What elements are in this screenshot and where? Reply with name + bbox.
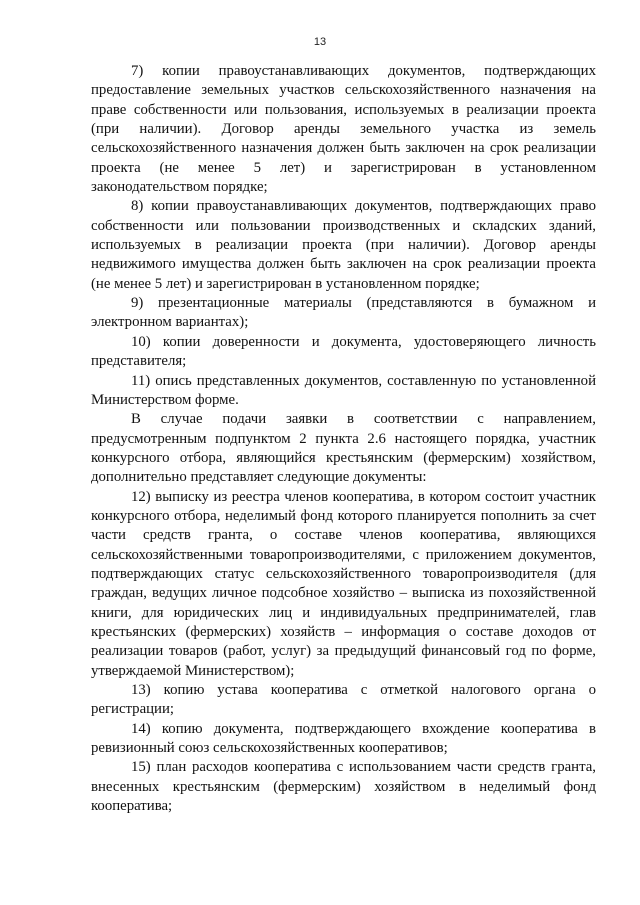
paragraph-item-15: 15) план расходов кооператива с использованием части средств гранта, внесенных крестьянским (фермерским) хозяйством в неделимый фонд кооператива; xyxy=(91,759,596,815)
paragraph-item-12: 12) выписку из реестра членов кооператива, в котором состоит участник конкурсного отбора, неделимый фонд которого планируется пополнить за счет части средств гранта, о составе членов кооператива, являющихся сельскохозяйственными товаропроизводителями, с приложением документов, подтверждающих статус сельскохозяйственного товаропроизводителя (для граждан, ведущих личное подсобное хозяйство – выписка из похозяйственной книги, для юридических лиц и индивидуальных предпринимателей, глав крестьянских (фермерских) хозяйств – информация о составе доходов от реализации товаров (работ, услуг) за предыдущий финансовый год по форме, утверждаемой Министерством); xyxy=(91,488,596,679)
paragraph-item-8: 8) копии правоустанавливающих документов, подтверждающих право собственности или пользовании производственных и складских зданий, используемых в реализации проекта (при наличии). Договор аренды недвижимого имущества должен быть заключен на срок реализации проекта (не менее 5 лет) и зарегистрирован в установленном порядке; xyxy=(91,198,596,292)
page-number: 13 xyxy=(313,36,327,48)
paragraph-item-11: 11) опись представленных документов, составленную по установленной Министерством форме. xyxy=(91,372,596,408)
paragraph-item-13: 13) копию устава кооператива с отметкой налогового органа о регистрации; xyxy=(91,682,596,718)
paragraph-item-7: 7) копии правоустанавливающих документов, подтверждающих предоставление земельных участков сельскохозяйственного назначения на праве собственности или пользования, используемых в реализации проекта (при наличии). Договор аренды земельного участка из земель сельскохозяйственного назначения должен быть заключен на срок реализации проекта (не менее 5 лет) и зарегистрирован в установленном законодательством порядке; xyxy=(91,63,596,196)
paragraph-item-9: 9) презентационные материалы (представляются в бумажном и электронном вариантах); xyxy=(91,295,596,331)
paragraph-item-14: 14) копию документа, подтверждающего вхождение кооператива в ревизионный союз сельскохозяйственных кооперативов; xyxy=(91,720,596,757)
document-body xyxy=(91,62,596,816)
paragraph-item-10: 10) копии доверенности и документа, удостоверяющего личность представителя; xyxy=(91,333,596,370)
paragraph-farm-condition: В случае подачи заявки в соответствии с направлением, предусмотренным подпунктом 2 пункта 2.6 настоящего порядка, участник конкурсного отбора, являющийся крестьянским (фермерским) хозяйством, дополнительно представляет следующие документы: xyxy=(91,411,596,486)
